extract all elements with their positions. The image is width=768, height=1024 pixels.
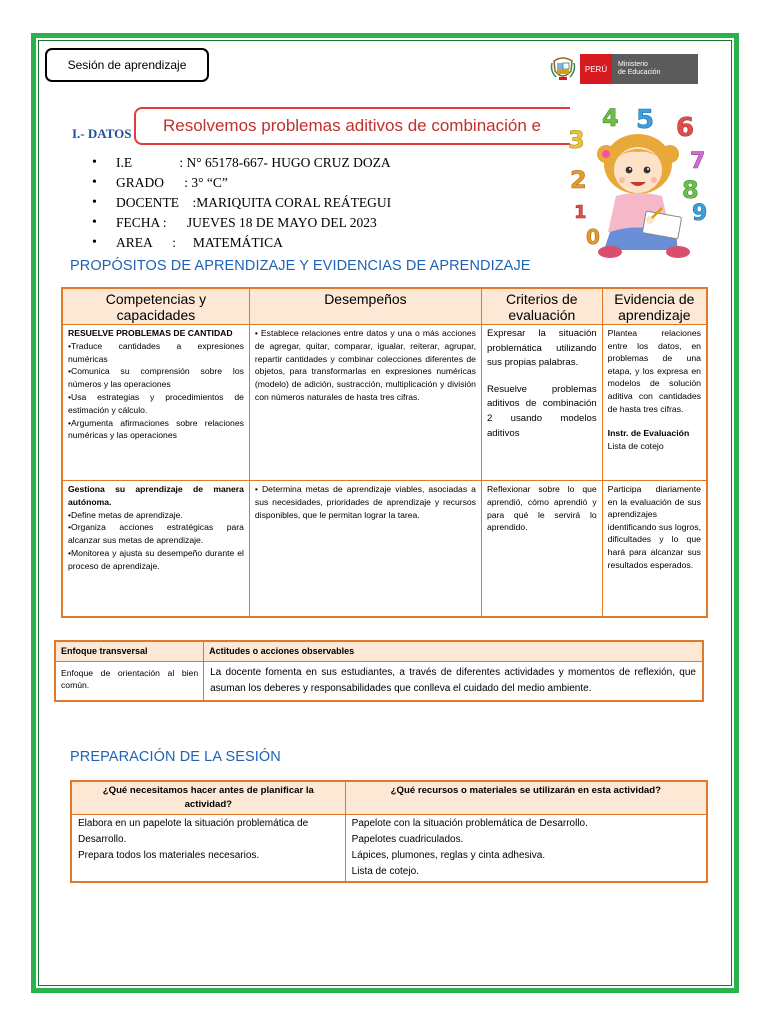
competencia-title: RESUELVE PROBLEMAS DE CANTIDAD — [68, 328, 233, 338]
datos-fecha: • FECHA : JUEVES 18 DE MAYO DEL 2023 — [92, 213, 391, 233]
list-item: Lista de cotejo. — [351, 866, 419, 877]
table-row — [62, 325, 707, 481]
competencias-header-row — [62, 288, 707, 325]
list-item: Prepara todos los materiales necesarios. — [78, 850, 260, 861]
datos-list — [92, 153, 391, 253]
logo-ministry-line2: de Educación — [618, 69, 661, 76]
datos-label: I.- DATOS — [72, 126, 132, 141]
session-title: Resolvemos problemas aditivos de combinación e — [134, 107, 570, 145]
table-row — [55, 662, 703, 702]
competencia-cell — [62, 481, 249, 617]
criterios-cell: Reflexionar sobre lo que aprendió, cómo aprendió y para qué le servirá lo aprendido. — [481, 481, 602, 617]
session-label-box: Sesión de aprendizaje — [45, 48, 209, 82]
capacidad-item: •Organiza acciones estratégicas para alcanzar sus metas de aprendizaje. — [68, 522, 244, 546]
competencia-title: Gestiona su aprendizaje de manera autónoma. — [68, 484, 244, 507]
capacidad-item: •Monitorea y ajusta su desempeño durante el proceso de aprendizaje. — [68, 547, 244, 571]
table-row — [71, 815, 707, 883]
list-item: Lápices, plumones, reglas y cinta adhesiva. — [351, 850, 546, 861]
girl-with-numbers-illustration — [566, 104, 716, 264]
header-criterios: Criterios de evaluación — [481, 288, 602, 325]
datos-ie: • I.E : N° 65178-667- HUGO CRUZ DOZA — [92, 153, 391, 173]
instrumento-label: Instr. de Evaluación — [607, 428, 690, 439]
capacidad-item: •Comunica su comprensión sobre los números y las operaciones — [68, 366, 244, 390]
svg-text:6: 6 — [676, 113, 695, 143]
preparacion-table — [70, 780, 708, 883]
logo-peru-text: PERÚ — [580, 54, 612, 84]
evidencia-cell — [602, 325, 707, 481]
header-competencias: Competencias y capacidades — [62, 288, 249, 325]
instrumento-value: Lista de cotejo — [607, 440, 664, 451]
criterio-item: Expresar la situación problemática utilizando sus propias palabras. — [486, 328, 597, 369]
enfoque-header-row — [55, 641, 703, 662]
capacidad-item: •Argumenta afirmaciones sobre relaciones numéricas y las operaciones — [68, 417, 244, 441]
header-recursos: ¿Qué recursos o materiales se utilizarán en esta actividad? — [345, 781, 707, 815]
svg-text:4: 4 — [602, 104, 619, 132]
preparacion-header-row — [71, 781, 707, 815]
header-desempenos: Desempeños — [249, 288, 481, 325]
enfoque-actitud: La docente fomenta en sus estudiantes, a través de diferentes actividades y momentos de reflexión, que asuman los deberes y responsabilidades que conlleva el cuidado del medio ambiente. — [204, 662, 703, 702]
minedu-logo — [550, 54, 698, 84]
capacidad-item: •Traduce cantidades a expresiones numéricas — [68, 340, 244, 364]
header-antes: ¿Qué necesitamos hacer antes de planificar la actividad? — [71, 781, 345, 815]
svg-text:0: 0 — [586, 225, 600, 249]
svg-text:5: 5 — [636, 105, 655, 135]
logo-ministry-line1: Ministerio — [618, 61, 648, 68]
criterio-item: Resuelve problemas aditivos de combinación 2 usando modelos aditivos — [486, 383, 597, 439]
competencias-table — [61, 287, 708, 618]
list-item: Papelotes cuadriculados. — [351, 834, 464, 845]
svg-text:3: 3 — [568, 126, 585, 154]
list-item: Elabora en un papelote la situación problemática de Desarrollo. — [78, 818, 309, 845]
svg-text:8: 8 — [682, 176, 699, 204]
competencia-cell — [62, 325, 249, 481]
header-actitudes: Actitudes o acciones observables — [204, 641, 703, 662]
antes-cell — [71, 815, 345, 883]
desempeno-cell: • Establece relaciones entre datos y una o más acciones de agregar, quitar, comparar, igualar, reiterar, agrupar, repartir cantidades y combinar colecciones diferentes de objetos, para transformarlas en expresiones numéricas (modelo) de adición, sustracción, multiplicación y división con números naturales de hasta tres cifras. — [249, 325, 481, 481]
header-enfoque: Enfoque transversal — [55, 641, 204, 662]
evidencia-text: Plantea relaciones entre los datos, en problemas de una etapa, y los expresa en modelos de solución aditiva con cantidades de hasta tres cifras. — [607, 328, 701, 414]
svg-text:2: 2 — [570, 166, 587, 194]
svg-text:7: 7 — [690, 149, 706, 174]
enfoque-name: Enfoque de orientación al bien común. — [55, 662, 204, 702]
recursos-cell — [345, 815, 707, 883]
propositos-title: PROPÓSITOS DE APRENDIZAJE Y EVIDENCIAS DE APRENDIZAJE — [70, 258, 531, 274]
svg-text:1: 1 — [574, 202, 587, 223]
capacidad-item: •Define metas de aprendizaje. — [68, 509, 183, 520]
capacidad-item: •Usa estrategias y procedimientos de estimación y cálculo. — [68, 391, 244, 415]
datos-docente: • DOCENTE :MARIQUITA CORAL REÁTEGUI — [92, 193, 391, 213]
enfoque-table — [54, 640, 704, 702]
criterios-cell — [481, 325, 602, 481]
svg-text:9: 9 — [692, 201, 708, 226]
peru-seal-icon — [550, 55, 576, 83]
desempeno-cell: • Determina metas de aprendizaje viables, asociadas a sus necesidades, prioridades de aprendizaje y recursos disponibles, que le permitan lograr la tarea. — [249, 481, 481, 617]
logo-ministry-text — [612, 54, 698, 84]
preparacion-title: PREPARACIÓN DE LA SESIÓN — [70, 749, 281, 765]
list-item: Papelote con la situación problemática de Desarrollo. — [351, 818, 588, 829]
datos-area: • AREA : MATEMÁTICA — [92, 233, 391, 253]
header-evidencia: Evidencia de aprendizaje — [602, 288, 707, 325]
evidencia-cell: Participa diariamente en la evaluación de sus aprendizajes identificando sus logros, dificultades y lo que hará para alcanzar sus resultados esperados. — [602, 481, 707, 617]
table-row — [62, 481, 707, 617]
datos-grado: • GRADO : 3° “C” — [92, 173, 391, 193]
